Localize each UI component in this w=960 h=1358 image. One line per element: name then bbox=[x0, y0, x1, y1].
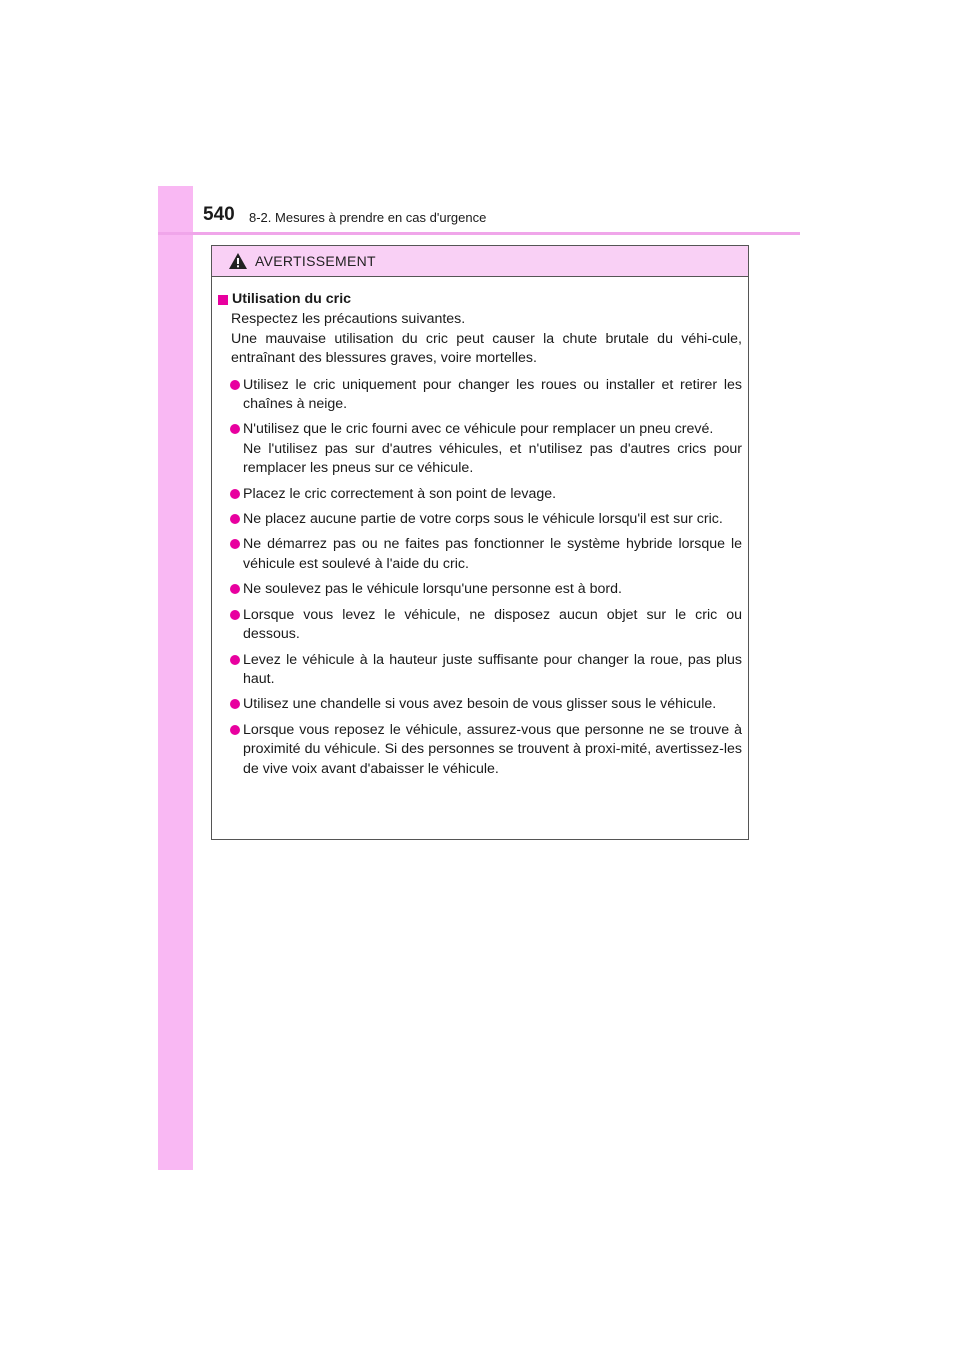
page-number: 540 bbox=[203, 204, 235, 225]
list-item bbox=[217, 721, 742, 779]
chapter-side-tab bbox=[158, 186, 193, 1170]
list-item-extra-text: Ne l'utilisez pas sur d'autres véhicules, et n'utilisez pas d'autres crics pour remplacer les pneus sur ce véhicule. bbox=[243, 440, 742, 477]
bullet-dot-icon bbox=[230, 514, 240, 524]
list-item-text: Ne démarrez pas ou ne faites pas fonctionner le système hybride lorsque le véhicule est soulevé à l'aide du cric. bbox=[243, 536, 742, 572]
warning-title: AVERTISSEMENT bbox=[255, 253, 376, 269]
intro-line: Une mauvaise utilisation du cric peut causer la chute brutale du véhi-cule, entraînant des blessures graves, voire mortelles. bbox=[231, 330, 742, 367]
bullet-dot-icon bbox=[230, 655, 240, 665]
list-item-text: Lorsque vous levez le véhicule, ne disposez aucun objet sur le cric ou dessous. bbox=[243, 606, 742, 643]
list-item-text: Lorsque vous reposez le véhicule, assurez-vous que personne ne se trouve à proximité du véhicule. Si des personnes se trouvent à proxi-mité, avertissez-les de vive voix avant d'abaisser le véhicule. bbox=[243, 721, 742, 777]
warning-triangle-icon bbox=[228, 252, 248, 270]
warning-header bbox=[212, 246, 748, 277]
intro-paragraph bbox=[217, 310, 742, 368]
list-item-text: Levez le véhicule à la hauteur juste suffisante pour changer la roue, pas plus haut. bbox=[243, 651, 742, 687]
list-item bbox=[217, 376, 742, 415]
section-title: 8-2. Mesures à prendre en cas d'urgence bbox=[249, 210, 487, 225]
bullet-dot-icon bbox=[230, 610, 240, 620]
list-item-text: Ne placez aucune partie de votre corps sous le véhicule lorsqu'il est sur cric. bbox=[243, 511, 723, 528]
list-item-text: Ne soulevez pas le véhicule lorsqu'une personne est à bord. bbox=[243, 581, 622, 598]
bullet-dot-icon bbox=[230, 725, 240, 735]
square-bullet-icon bbox=[218, 295, 228, 305]
list-item bbox=[217, 580, 742, 599]
warning-body bbox=[212, 277, 748, 779]
subheading-text: Utilisation du cric bbox=[232, 291, 352, 307]
bullet-dot-icon bbox=[230, 380, 240, 390]
subheading bbox=[217, 290, 742, 309]
header-rule bbox=[158, 232, 800, 235]
bullet-dot-icon bbox=[230, 424, 240, 434]
bullet-dot-icon bbox=[230, 699, 240, 709]
bullet-dot-icon bbox=[230, 539, 240, 549]
list-item bbox=[217, 420, 742, 478]
list-item-text: Utilisez une chandelle si vous avez besoin de vous glisser sous le véhicule. bbox=[243, 696, 717, 713]
intro-line: Respectez les précautions suivantes. bbox=[231, 311, 466, 328]
bullet-dot-icon bbox=[230, 489, 240, 499]
list-item-text: Placez le cric correctement à son point de levage. bbox=[243, 485, 557, 502]
list-item bbox=[217, 510, 742, 529]
list-item bbox=[217, 535, 742, 574]
warning-box bbox=[211, 245, 749, 840]
list-item-text: N'utilisez que le cric fourni avec ce véhicule pour remplacer un pneu crevé. bbox=[243, 421, 714, 438]
list-item bbox=[217, 485, 742, 504]
list-item-text: Utilisez le cric uniquement pour changer les roues ou installer et retirer les chaînes à neige. bbox=[243, 376, 742, 413]
list-item bbox=[217, 606, 742, 645]
bullet-dot-icon bbox=[230, 584, 240, 594]
list-item bbox=[217, 695, 742, 714]
list-item bbox=[217, 651, 742, 690]
